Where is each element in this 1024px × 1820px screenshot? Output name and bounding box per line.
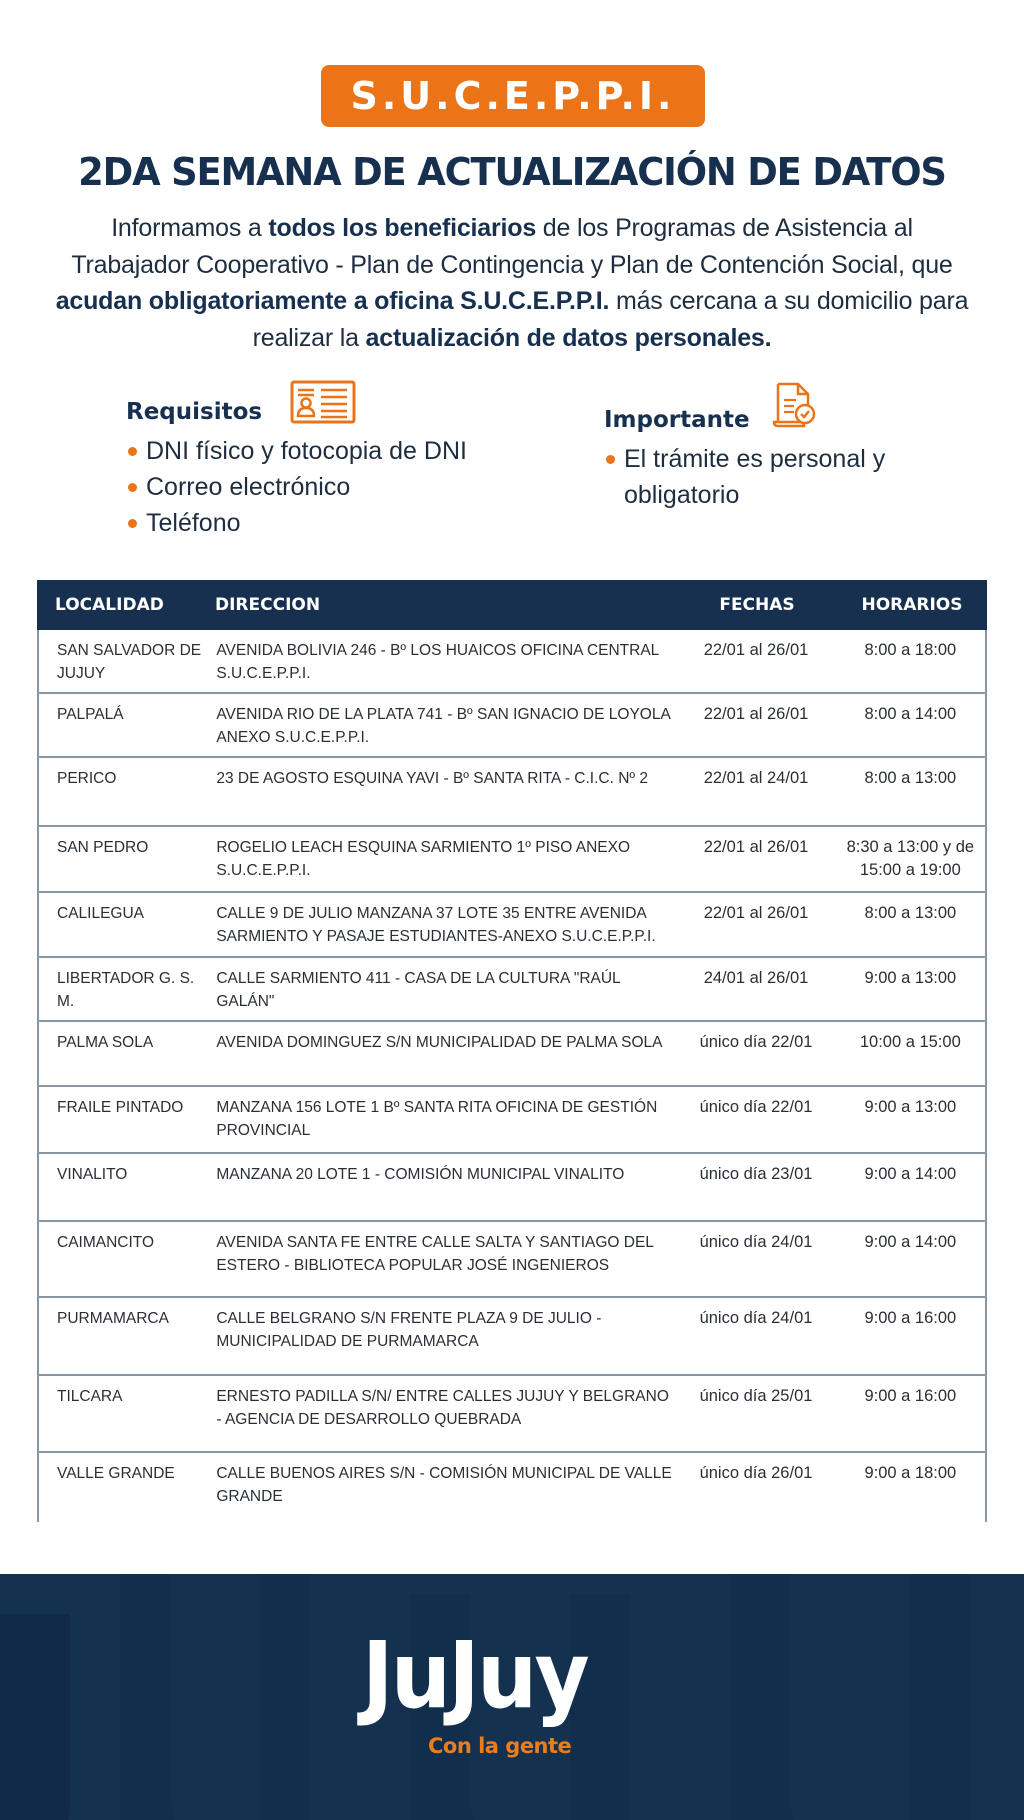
bullet-icon xyxy=(128,483,137,492)
cell-fechas: 22/01 al 24/01 xyxy=(703,769,809,787)
footer-banner xyxy=(0,1574,1024,1820)
cell-horarios: 9:00 a 14:00 xyxy=(864,1165,957,1183)
logo-text: JuJuy xyxy=(362,1622,587,1729)
cell-horarios: 8:00 a 13:00 xyxy=(864,769,957,787)
header-localidad: LOCALIDAD xyxy=(55,595,164,615)
bullet-icon xyxy=(606,455,615,464)
intro-paragraph xyxy=(50,210,974,356)
table-row xyxy=(37,958,987,1022)
sucep-badge xyxy=(321,65,705,127)
cell-fechas: 22/01 al 26/01 xyxy=(703,641,809,659)
cell-fechas: 22/01 al 26/01 xyxy=(703,904,809,922)
header-fechas: FECHAS xyxy=(719,595,795,615)
cell-fechas: único día 23/01 xyxy=(699,1165,813,1183)
cell-fechas: único día 22/01 xyxy=(699,1098,813,1116)
jujuy-logo xyxy=(362,1622,672,1780)
requisito-item xyxy=(126,469,467,505)
cell-localidad: PERICO xyxy=(57,770,117,787)
table-row xyxy=(37,1453,987,1522)
cell-direccion: ROGELIO LEACH ESQUINA SARMIENTO 1º PISO ANEXO S.U.C.E.P.P.I. xyxy=(216,839,630,879)
cell-horarios: 9:00 a 13:00 xyxy=(864,969,957,987)
schedule-table xyxy=(37,580,987,1522)
cell-direccion: CALLE BELGRANO S/N FRENTE PLAZA 9 DE JULIO - MUNICIPALIDAD DE PURMAMARCA xyxy=(216,1310,602,1350)
table-row xyxy=(37,827,987,893)
cell-localidad: VALLE GRANDE xyxy=(57,1465,175,1482)
table-row xyxy=(37,1298,987,1376)
importante-heading: Importante xyxy=(604,407,750,433)
cell-fechas: único día 24/01 xyxy=(699,1309,813,1327)
intro-text: de los Programas de Asistencia al Trabajador Cooperativo - Plan de Contingencia y Plan de Contención Social, que xyxy=(71,214,953,279)
cell-direccion: CALLE SARMIENTO 411 - CASA DE LA CULTURA "RAÚL GALÁN" xyxy=(216,970,621,1010)
requisito-text: DNI físico y fotocopia de DNI xyxy=(146,437,467,465)
cell-fechas: único día 22/01 xyxy=(699,1033,813,1051)
requisitos-section xyxy=(126,380,467,541)
requisito-text: Correo electrónico xyxy=(146,473,351,501)
intro-bold: todos los beneficiarios xyxy=(268,214,537,242)
table-row xyxy=(37,893,987,958)
cell-direccion: ERNESTO PADILLA S/N/ ENTRE CALLES JUJUY Y BELGRANO - AGENCIA DE DESARROLLO QUEBRADA xyxy=(216,1388,669,1428)
requisito-item xyxy=(126,433,467,469)
cell-fechas: 22/01 al 26/01 xyxy=(703,705,809,723)
table-row xyxy=(37,1154,987,1222)
cell-direccion: AVENIDA DOMINGUEZ S/N MUNICIPALIDAD DE PALMA SOLA xyxy=(216,1034,663,1051)
importante-item xyxy=(604,441,924,513)
cell-horarios: 8:00 a 18:00 xyxy=(864,641,957,659)
cell-horarios: 8:00 a 13:00 xyxy=(864,904,957,922)
cell-direccion: MANZANA 156 LOTE 1 Bº SANTA RITA OFICINA DE GESTIÓN PROVINCIAL xyxy=(216,1099,658,1139)
cell-localidad: PURMAMARCA xyxy=(57,1310,169,1327)
cell-direccion: CALLE 9 DE JULIO MANZANA 37 LOTE 35 ENTRE AVENIDA SARMIENTO Y PASAJE ESTUDIANTES-ANEXO S.U.C.E.P.P.I. xyxy=(216,905,656,945)
bullet-icon xyxy=(128,519,137,528)
cell-localidad: VINALITO xyxy=(57,1166,128,1183)
requisitos-heading: Requisitos xyxy=(126,399,263,425)
table-row xyxy=(37,694,987,758)
cell-fechas: único día 25/01 xyxy=(699,1387,813,1405)
cell-direccion: CALLE BUENOS AIRES S/N - COMISIÓN MUNICIPAL DE VALLE GRANDE xyxy=(216,1465,672,1505)
cell-fechas: 22/01 al 26/01 xyxy=(703,838,809,856)
table-row xyxy=(37,1022,987,1087)
importante-section xyxy=(604,380,924,513)
cell-localidad: FRAILE PINTADO xyxy=(57,1099,184,1116)
cell-localidad: CALILEGUA xyxy=(57,905,145,922)
cell-fechas: único día 24/01 xyxy=(699,1233,813,1251)
intro-text: Informamos a xyxy=(111,214,269,242)
cell-direccion: 23 DE AGOSTO ESQUINA YAVI - Bº SANTA RITA - C.I.C. Nº 2 xyxy=(216,770,649,787)
cell-localidad: PALMA SOLA xyxy=(57,1034,154,1051)
table-header xyxy=(37,580,987,630)
cell-horarios: 10:00 a 15:00 xyxy=(859,1033,961,1051)
intro-bold: acudan obligatoriamente a oficina S.U.C.E.P.P.I. xyxy=(55,287,610,315)
table-row xyxy=(37,1222,987,1298)
cell-fechas: 24/01 al 26/01 xyxy=(703,969,809,987)
cell-direccion: MANZANA 20 LOTE 1 - COMISIÓN MUNICIPAL VINALITO xyxy=(216,1166,625,1183)
requisito-item xyxy=(126,505,467,541)
cell-localidad: LIBERTADOR G. S. M. xyxy=(57,970,195,1010)
importante-text: El trámite es personal y obligatorio xyxy=(624,445,886,509)
requisito-text: Teléfono xyxy=(146,509,241,537)
cell-horarios: 9:00 a 16:00 xyxy=(864,1309,957,1327)
table-row xyxy=(37,758,987,827)
cell-horarios: 9:00 a 13:00 xyxy=(864,1098,957,1116)
cell-localidad: TILCARA xyxy=(57,1388,123,1405)
cell-localidad: SAN SALVADOR DE JUJUY xyxy=(57,642,202,682)
logo-tagline: Con la gente xyxy=(428,1734,572,1758)
document-check-icon xyxy=(770,380,818,437)
table-row xyxy=(37,630,987,694)
cell-horarios: 9:00 a 14:00 xyxy=(864,1233,957,1251)
table-row xyxy=(37,1376,987,1453)
cell-horarios: 8:30 a 13:00 y de 15:00 a 19:00 xyxy=(846,838,975,879)
header-horarios: HORARIOS xyxy=(861,595,963,615)
cell-direccion: AVENIDA RIO DE LA PLATA 741 - Bº SAN IGNACIO DE LOYOLA ANEXO S.U.C.E.P.P.I. xyxy=(216,706,670,746)
intro-bold: actualización de datos personales. xyxy=(365,323,772,352)
cell-direccion: AVENIDA BOLIVIA 246 - Bº LOS HUAICOS OFICINA CENTRAL S.U.C.E.P.P.I. xyxy=(216,642,659,682)
cell-direccion: AVENIDA SANTA FE ENTRE CALLE SALTA Y SANTIAGO DEL ESTERO - BIBLIOTECA POPULAR JOSÉ INGENIEROS xyxy=(216,1234,654,1274)
cell-horarios: 8:00 a 14:00 xyxy=(864,705,957,723)
id-card-icon xyxy=(290,380,356,429)
cell-localidad: PALPALÁ xyxy=(57,706,124,723)
cell-localidad: SAN PEDRO xyxy=(57,839,149,856)
badge-label: S.U.C.E.P.P.I. xyxy=(350,74,676,118)
cell-fechas: único día 26/01 xyxy=(699,1464,813,1482)
cell-horarios: 9:00 a 18:00 xyxy=(864,1464,957,1482)
table-body xyxy=(37,630,987,1522)
header-direccion: DIRECCION xyxy=(215,595,321,615)
intro-text: más cercana a su domicilio para realizar la xyxy=(252,287,969,352)
page-title: 2DA SEMANA DE ACTUALIZACIÓN DE DATOS xyxy=(78,150,946,194)
cell-horarios: 9:00 a 16:00 xyxy=(864,1387,957,1405)
bullet-icon xyxy=(128,447,137,456)
cell-localidad: CAIMANCITO xyxy=(57,1234,155,1251)
table-row xyxy=(37,1087,987,1154)
